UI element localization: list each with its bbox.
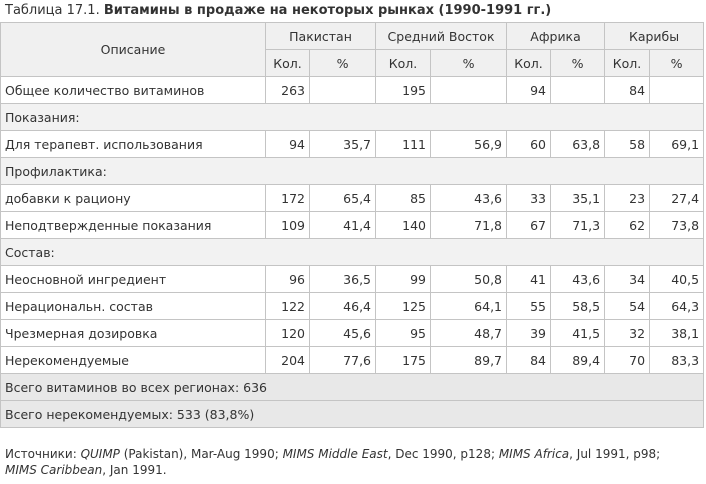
pct-cell: 41,5 [551,320,605,347]
pct-cell: 41,4 [310,212,376,239]
pct-cell: 43,6 [551,266,605,293]
qty-cell: 125 [376,293,431,320]
pct-cell: 43,6 [431,185,507,212]
row-label: Неосновной ингредиент [1,266,266,293]
qty-cell: 55 [507,293,551,320]
section-label: Профилактика: [1,158,704,185]
qty-cell: 111 [376,131,431,158]
pct-cell: 83,3 [650,347,704,374]
pct-header: % [310,50,376,77]
qty-cell: 34 [605,266,650,293]
total-row [1,401,704,428]
pct-cell: 35,7 [310,131,376,158]
pct-cell: 38,1 [650,320,704,347]
pct-header: % [431,50,507,77]
qty-cell: 32 [605,320,650,347]
pct-cell: 45,6 [310,320,376,347]
qty-cell: 85 [376,185,431,212]
pct-cell: 65,4 [310,185,376,212]
qty-header: Кол. [376,50,431,77]
qty-cell: 67 [507,212,551,239]
pct-cell: 27,4 [650,185,704,212]
pct-header: % [551,50,605,77]
source-text: , Dec 1990, p128; [387,447,499,461]
pct-cell: 64,1 [431,293,507,320]
pct-cell: 89,4 [551,347,605,374]
pct-cell [310,77,376,104]
section-label: Состав: [1,239,704,266]
qty-cell: 109 [266,212,310,239]
pct-cell: 71,8 [431,212,507,239]
row-label: Чрезмерная дозировка [1,320,266,347]
qty-cell: 94 [507,77,551,104]
vitamins-table [0,22,704,428]
row-label: Неподтвержденные показания [1,212,266,239]
row-label: Для терапевт. использования [1,131,266,158]
source-title: MIMS Middle East [282,447,388,461]
qty-cell: 95 [376,320,431,347]
pct-cell: 89,7 [431,347,507,374]
pct-cell: 64,3 [650,293,704,320]
pct-cell: 50,8 [431,266,507,293]
source-text: , Jul 1991, p98; [569,447,661,461]
table-header [1,23,704,77]
qty-cell: 94 [266,131,310,158]
table-row [1,347,704,374]
row-label: Нерациональн. состав [1,293,266,320]
table-row [1,77,704,104]
qty-cell: 62 [605,212,650,239]
table-row [1,266,704,293]
qty-cell: 99 [376,266,431,293]
total-label: Всего нерекомендуемых: 533 (83,8%) [1,401,704,428]
pct-cell: 35,1 [551,185,605,212]
pct-cell: 77,6 [310,347,376,374]
qty-cell: 84 [605,77,650,104]
section-row [1,239,704,266]
pct-cell [551,77,605,104]
caption-title: Витамины в продаже на некоторых рынках (1990-1991 гг.) [103,3,552,18]
caption-prefix: Таблица 17.1. [5,3,100,18]
qty-cell: 41 [507,266,551,293]
table-row [1,320,704,347]
qty-cell: 204 [266,347,310,374]
table-row [1,185,704,212]
qty-cell: 84 [507,347,551,374]
sources-label: Источники: [5,447,77,461]
row-label: Нерекомендуемые [1,347,266,374]
pct-cell: 56,9 [431,131,507,158]
qty-cell: 96 [266,266,310,293]
region-header-middle-east: Средний Восток [376,23,507,50]
qty-cell: 195 [376,77,431,104]
qty-cell: 263 [266,77,310,104]
table-row [1,293,704,320]
region-header-africa: Африка [507,23,605,50]
row-label: добавки к рациону [1,185,266,212]
pct-cell: 69,1 [650,131,704,158]
qty-cell: 175 [376,347,431,374]
table-row [1,131,704,158]
table-row [1,212,704,239]
qty-cell: 140 [376,212,431,239]
total-label: Всего витаминов во всех регионах: 636 [1,374,704,401]
pct-cell: 40,5 [650,266,704,293]
pct-cell: 73,8 [650,212,704,239]
qty-cell: 33 [507,185,551,212]
qty-cell: 122 [266,293,310,320]
section-label: Показания: [1,104,704,131]
region-header-pakistan: Пакистан [266,23,376,50]
source-title: MIMS Caribbean [5,463,103,477]
table-body [1,77,704,428]
region-header-caribbean: Карибы [605,23,704,50]
pct-cell: 36,5 [310,266,376,293]
source-text: (Pakistan), Mar-Aug 1990; [119,447,283,461]
pct-cell [431,77,507,104]
pct-cell: 48,7 [431,320,507,347]
total-row [1,374,704,401]
pct-header: % [650,50,704,77]
qty-header: Кол. [605,50,650,77]
pct-cell [650,77,704,104]
qty-cell: 58 [605,131,650,158]
sources-note [5,446,695,478]
qty-cell: 39 [507,320,551,347]
pct-cell: 71,3 [551,212,605,239]
qty-cell: 54 [605,293,650,320]
qty-header: Кол. [507,50,551,77]
qty-cell: 120 [266,320,310,347]
qty-cell: 70 [605,347,650,374]
section-row [1,158,704,185]
pct-cell: 63,8 [551,131,605,158]
table-caption [5,2,551,20]
row-label: Общее количество витаминов [1,77,266,104]
qty-cell: 172 [266,185,310,212]
section-row [1,104,704,131]
description-header: Описание [1,23,266,77]
pct-cell: 58,5 [551,293,605,320]
qty-header: Кол. [266,50,310,77]
source-title: MIMS Africa [498,447,570,461]
qty-cell: 60 [507,131,551,158]
pct-cell: 46,4 [310,293,376,320]
source-title: QUIMP [80,447,120,461]
source-text: , Jan 1991. [102,463,167,477]
qty-cell: 23 [605,185,650,212]
